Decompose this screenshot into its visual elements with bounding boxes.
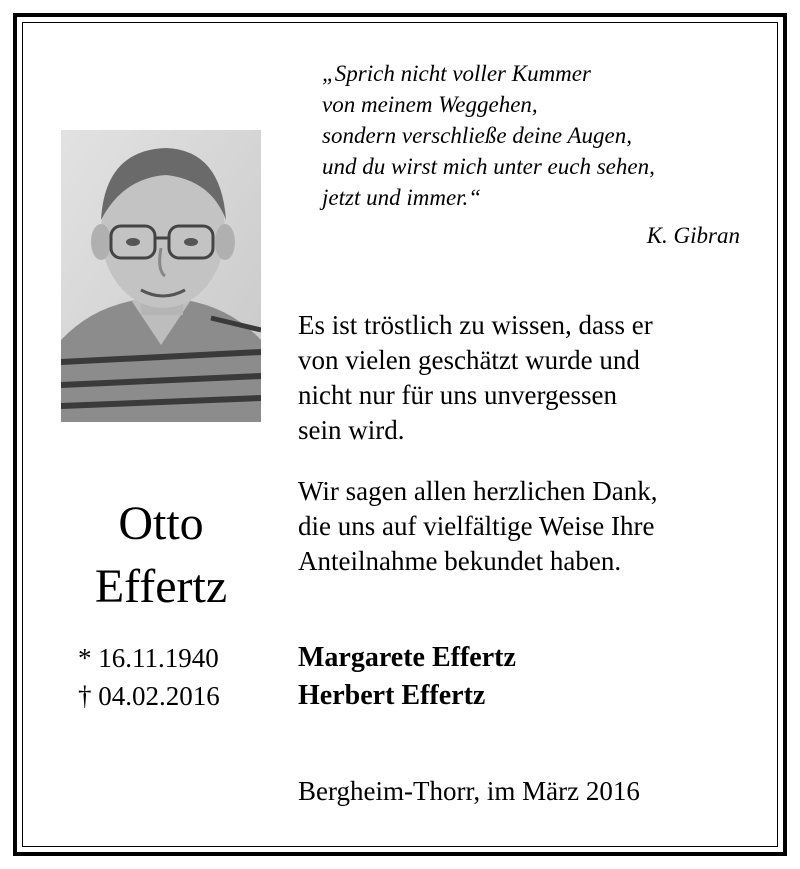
quote-author: K. Gibran <box>646 223 740 248</box>
quote-line: „Sprich nicht voller Kummer <box>322 61 591 86</box>
deceased-first-name: Otto <box>118 497 204 550</box>
paragraph-line: Wir sagen allen herzlichen Dank, <box>298 476 658 506</box>
quote-line: und du wirst mich unter euch sehen, <box>322 154 655 179</box>
paragraph-line: Es ist tröstlich zu wissen, dass er <box>298 310 653 340</box>
paragraph-line: die uns auf vielfältige Weise Ihre <box>298 511 655 541</box>
comfort-paragraph <box>298 308 768 448</box>
life-dates <box>78 639 220 715</box>
paragraph-line: von vielen geschätzt wurde und <box>298 345 640 375</box>
poem-quote <box>322 58 742 213</box>
paragraph-line: sein wird. <box>298 415 405 445</box>
thanks-paragraph <box>298 474 768 579</box>
place-and-date: Bergheim-Thorr, im März 2016 <box>298 776 640 806</box>
portrait-photo <box>61 130 261 422</box>
deceased-last-name: Effertz <box>94 560 228 613</box>
death-date: † 04.02.2016 <box>78 681 220 711</box>
mourner-name: Herbert Effertz <box>298 680 486 711</box>
quote-line: von meinem Weggehen, <box>322 92 538 117</box>
birth-date: * 16.11.1940 <box>78 643 219 673</box>
paragraph-line: Anteilnahme bekundet haben. <box>298 546 622 576</box>
mourners-list <box>298 639 516 715</box>
quote-line: jetzt und immer.“ <box>322 185 482 210</box>
quote-line: sondern verschließe deine Augen, <box>322 123 632 148</box>
paragraph-line: nicht nur für uns unvergessen <box>298 380 617 410</box>
mourner-name: Margarete Effertz <box>298 642 516 673</box>
